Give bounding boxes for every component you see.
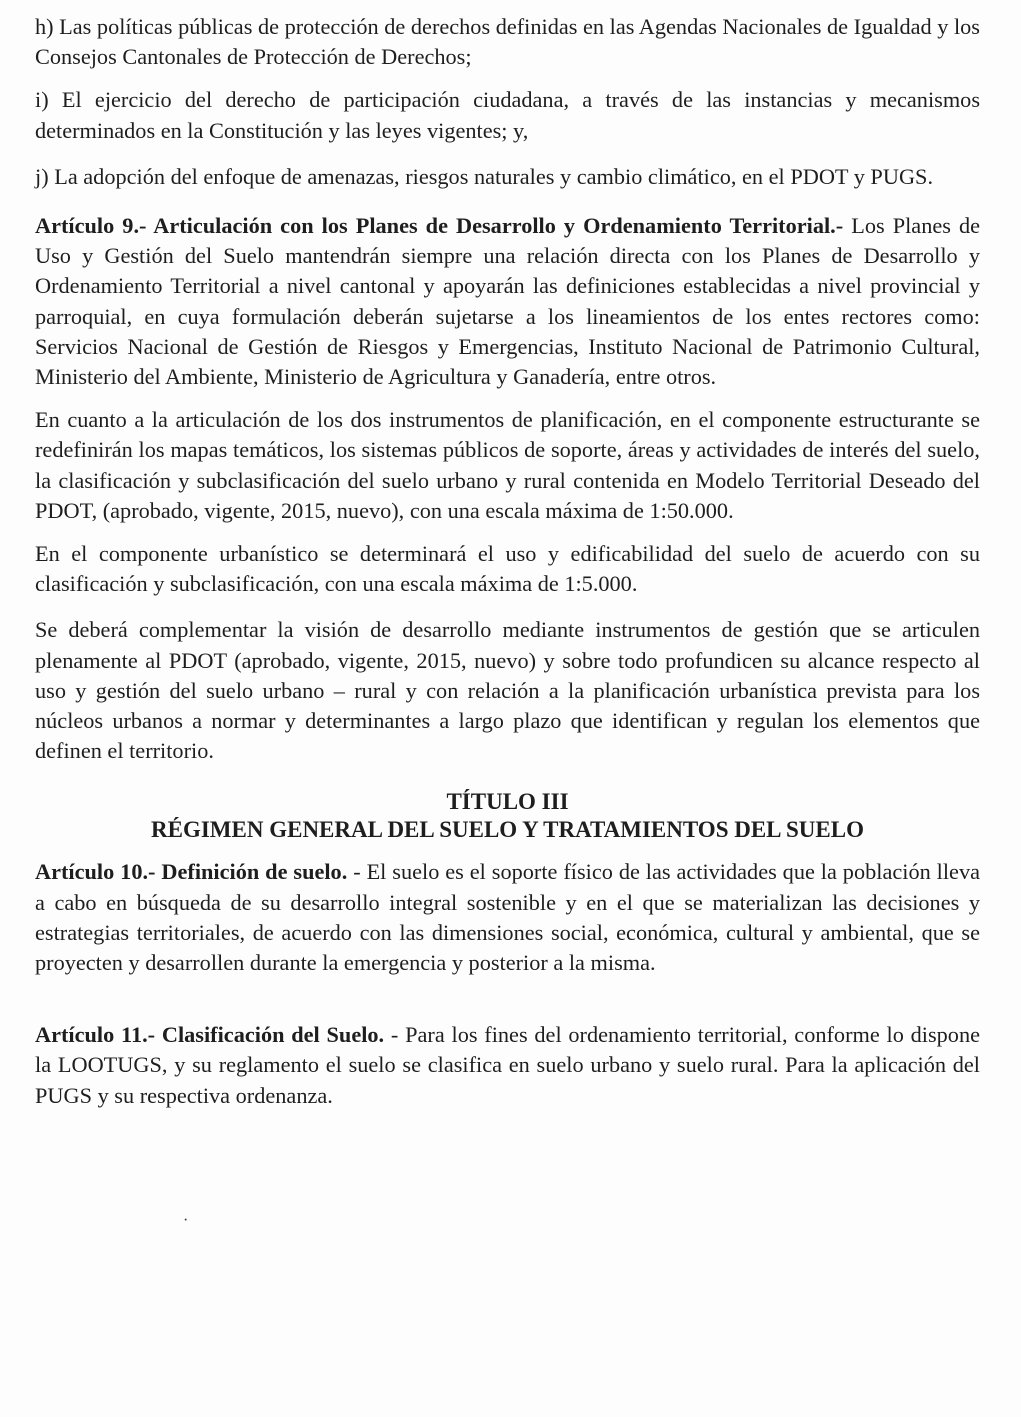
article-11-heading: Artículo 11.- Clasificación del Suelo. <box>35 1022 385 1048</box>
stray-mark: · <box>183 1212 189 1229</box>
list-item-j: j) La adopción del enfoque de amenazas, riesgos naturales y cambio climático, en el PDOT y PUGS. <box>35 163 934 189</box>
document-body <box>35 12 980 1111</box>
title-number: TÍTULO III <box>446 789 569 815</box>
article-9-paragraph-2: En cuanto a la articulación de los dos instrumentos de planificación, en el componente estructurante se redefinirán los mapas temáticos, los sistemas públicos de soporte, áreas y actividades de interés del suelo, la clasificación y subclasificación del suelo urbano y rural contenida en Modelo Territorial Deseado del PDOT, (aprobado, vigente, 2015, nuevo), con una escala máxima de 1:50.000. <box>35 407 980 523</box>
article-10-heading: Artículo 10.- Definición de suelo. <box>35 859 348 885</box>
article-9-body: Los Planes de Uso y Gestión del Suelo mantendrán siempre una relación directa con los Planes de Desarrollo y Ordenamiento Territorial a nivel cantonal y apoyarán las definiciones establecidas a nivel provincial y parroquial, en cuya formulación deberán sujetarse a los lineamientos de los entes rectores como: Servicios Nacional de Gestión de Riesgos y Emergencias, Instituto Nacional de Patrimonio Cultural, Ministerio del Ambiente, Ministerio de Agricultura y Ganadería, entre otros. <box>35 213 980 390</box>
title-block <box>35 788 980 844</box>
list-item-h: h) Las políticas públicas de protección de derechos definidas en las Agendas Nacionales de Igualdad y los Consejos Cantonales de Protección de Derechos; <box>35 14 980 70</box>
article-10 <box>35 857 980 978</box>
article-9 <box>35 211 980 392</box>
article-9-heading: Artículo 9.- Articulación con los Planes de Desarrollo y Ordenamiento Territorial.- <box>35 213 844 239</box>
article-11 <box>35 1020 980 1111</box>
title-name: RÉGIMEN GENERAL DEL SUELO Y TRATAMIENTOS DEL SUELO <box>151 817 864 843</box>
article-11-body: - Para los fines del ordenamiento territorial, conforme lo dispone la LOOTUGS, y su reglamento el suelo se clasifica en suelo urbano y suelo rural. Para la aplicación del PUGS y su respectiva ordenanza. <box>35 1022 980 1108</box>
article-9-paragraph-4: Se deberá complementar la visión de desarrollo mediante instrumentos de gestión que se articulen plenamente al PDOT (aprobado, vigente, 2015, nuevo) y sobre todo profundicen su alcance respecto al uso y gestión del suelo urbano – rural y con relación a la planificación urbanística prevista para los núcleos urbanos a normar y determinantes a largo plazo que identifican y regulan los elementos que definen el territorio. <box>35 617 980 764</box>
article-9-paragraph-3: En el componente urbanístico se determinará el uso y edificabilidad del suelo de acuerdo con su clasificación y subclasificación, con una escala máxima de 1:5.000. <box>35 541 980 597</box>
list-item-i: i) El ejercicio del derecho de participación ciudadana, a través de las instancias y mecanismos determinados en la Constitución y las leyes vigentes; y, <box>35 87 980 143</box>
article-10-body: - El suelo es el soporte físico de las actividades que la población lleva a cabo en búsqueda de su desarrollo integral sostenible y en el que se materializan las decisiones y estrategias territoriales, de acuerdo con las dimensiones social, económica, cultural y ambiental, que se proyecten y desarrollen durante la emergencia y posterior a la misma. <box>35 859 980 976</box>
